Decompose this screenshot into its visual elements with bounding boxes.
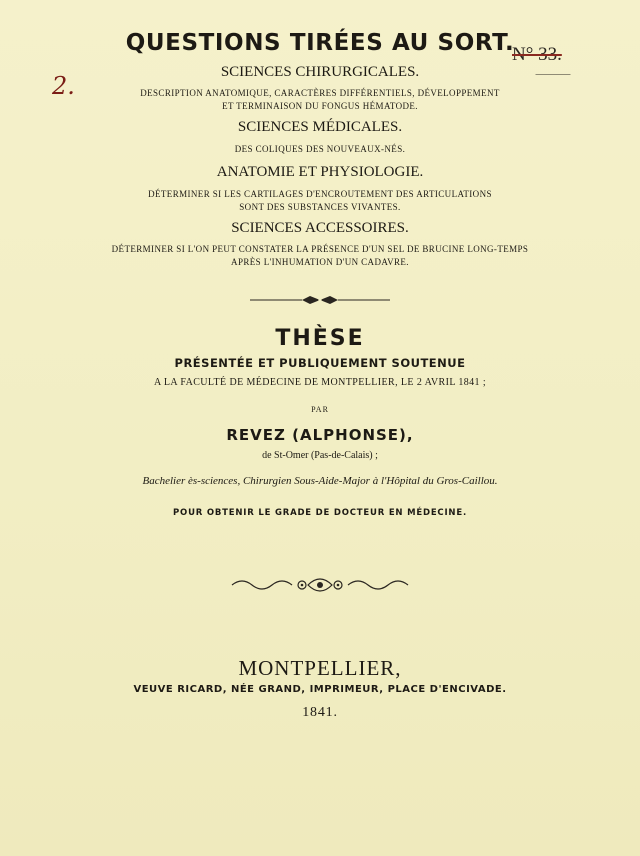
- thesis-title: THÈSE: [275, 326, 365, 351]
- section-text-accessory-1: DÉTERMINER SI L'ON PEUT CONSTATER LA PRÉSENCE D'UN SEL DE BRUCINE LONG-TEMPS: [111, 244, 529, 254]
- section-text-anatomy-2: SONT DES SUBSTANCES VIVANTES.: [239, 202, 401, 212]
- small-ornament-icon: [250, 294, 390, 306]
- thesis-origin: de St-Omer (Pas-de-Calais) ;: [262, 450, 378, 461]
- thesis-faculty-line: A LA FACULTÉ DE MÉDECINE DE MONTPELLIER, LE 2 AVRIL 1841 ;: [153, 377, 487, 388]
- section-heading-surgical: SCIENCES CHIRURGICALES.: [220, 64, 420, 80]
- section-text-surgical-1: DESCRIPTION ANATOMIQUE, CARACTÈRES DIFFÉRENTIELS, DÉVELOPPEMENT: [140, 88, 500, 98]
- decorative-ornament-icon: [228, 574, 412, 596]
- thesis-author: REVEZ (ALPHONSE),: [226, 426, 414, 444]
- imprint-year: 1841.: [302, 705, 338, 720]
- thesis-par: PAR: [311, 405, 329, 414]
- section-heading-medical: SCIENCES MÉDICALES.: [237, 119, 403, 135]
- thesis-purpose: POUR OBTENIR LE GRADE DE DOCTEUR EN MÉDECINE.: [173, 508, 467, 518]
- thesis-credentials: Bachelier ès-sciences, Chirurgien Sous-Aide-Major à l'Hôpital du Gros-Caillou.: [142, 475, 498, 487]
- section-text-anatomy-1: DÉTERMINER SI LES CARTILAGES D'ENCROUTEMENT DES ARTICULATIONS: [148, 189, 492, 199]
- catalog-number-printed: N° 33.: [512, 44, 562, 65]
- page-title: QUESTIONS TIRÉES AU SORT.: [125, 30, 515, 56]
- section-text-medical-1: DES COLIQUES DES NOUVEAUX-NÉS.: [234, 144, 406, 154]
- section-heading-accessory: SCIENCES ACCESSOIRES.: [231, 220, 409, 236]
- section-heading-anatomy: ANATOMIE ET PHYSIOLOGIE.: [216, 164, 424, 180]
- section-text-surgical-2: ET TERMINAISON DU FONGUS HÉMATODE.: [222, 101, 418, 111]
- section-text-accessory-2: APRÈS L'INHUMATION D'UN CADAVRE.: [231, 257, 409, 267]
- thesis-subtitle: PRÉSENTÉE ET PUBLIQUEMENT SOUTENUE: [174, 356, 466, 370]
- imprint-city: MONTPELLIER,: [238, 656, 402, 680]
- handwritten-number: 2.: [52, 72, 75, 100]
- imprint-printer: VEUVE RICARD, NÉE GRAND, IMPRIMEUR, PLACE D'ENCIVADE.: [133, 684, 507, 695]
